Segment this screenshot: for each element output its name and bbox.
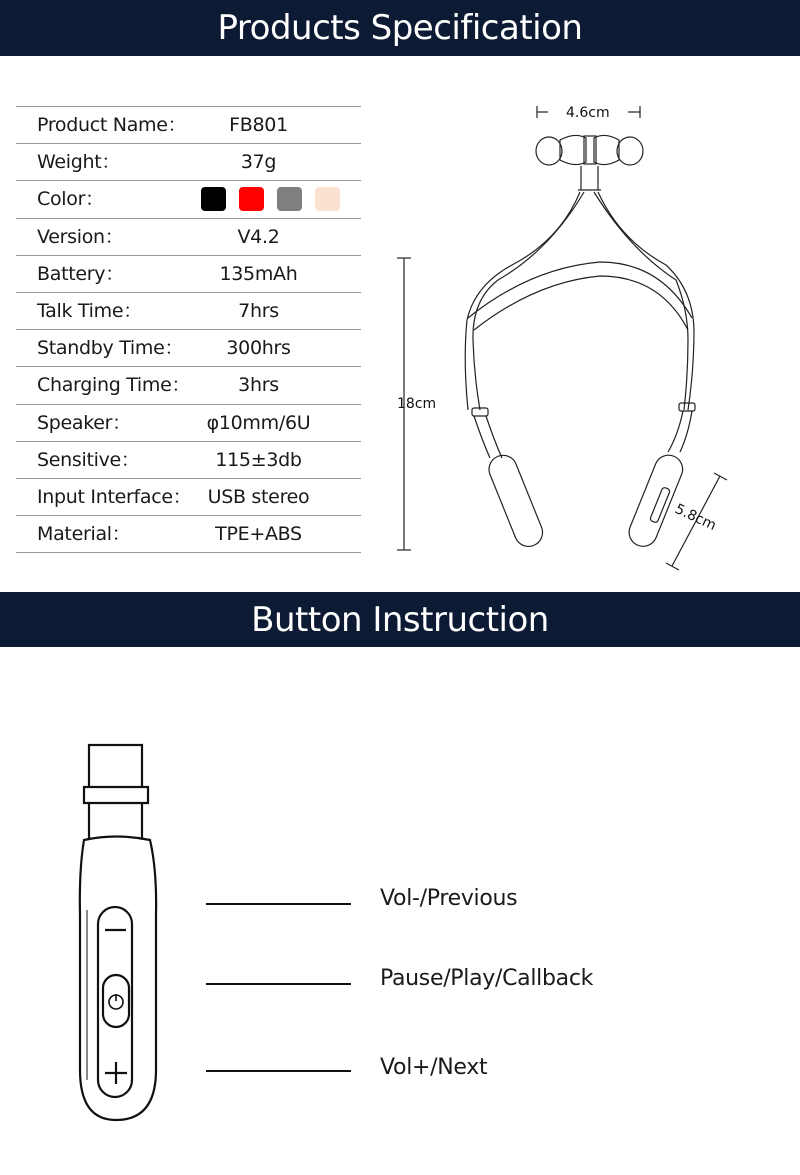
module-dimension-label: 5.8cm — [672, 501, 719, 535]
spec-value: 3hrs — [238, 374, 279, 397]
section-title: Products Specification — [217, 8, 583, 48]
vol-minus-pointer-line — [206, 903, 351, 905]
spec-label: Product Name： — [37, 114, 187, 136]
spec-value: V4.2 — [237, 225, 280, 248]
spec-value: 300hrs — [226, 337, 291, 360]
vol-plus-label: Vol+/Next — [380, 1055, 488, 1080]
spec-label: Talk Time： — [37, 299, 142, 322]
spec-label: Standby Time： — [37, 337, 184, 360]
spec-value: 7hrs — [238, 299, 279, 322]
spec-value: 115±3db — [215, 448, 302, 471]
spec-label: Material： — [37, 523, 131, 546]
pause-play-label: Pause/Play/Callback — [380, 966, 594, 991]
pause-play-pointer-line — [206, 983, 351, 985]
spec-label: Charging Time： — [37, 374, 191, 397]
spec-value: 135mAh — [219, 262, 298, 285]
spec-label: Sensitive： — [37, 448, 140, 471]
spec-label: Weight： — [37, 151, 121, 174]
height-dimension-label: 18cm — [397, 396, 437, 412]
spec-label: Input Interface： — [37, 485, 192, 508]
control-module-diagram — [70, 735, 260, 1135]
spec-value: FB801 — [229, 114, 288, 136]
section-title: Button Instruction — [251, 599, 549, 640]
spec-value: TPE+ABS — [215, 523, 302, 546]
vol-minus-label: Vol-/Previous — [380, 886, 518, 911]
spec-label: Color： — [37, 188, 104, 211]
spec-value: φ10mm/6U — [206, 411, 311, 434]
button-instruction-banner — [0, 592, 800, 647]
spec-label: Battery： — [37, 262, 124, 285]
spec-label: Speaker： — [37, 411, 131, 434]
spec-value: USB stereo — [207, 485, 310, 508]
vol-plus-pointer-line — [206, 1070, 351, 1072]
spec-value: 37g — [240, 151, 277, 174]
width-dimension-label: 4.6cm — [566, 105, 610, 121]
spec-label: Version： — [37, 225, 124, 248]
